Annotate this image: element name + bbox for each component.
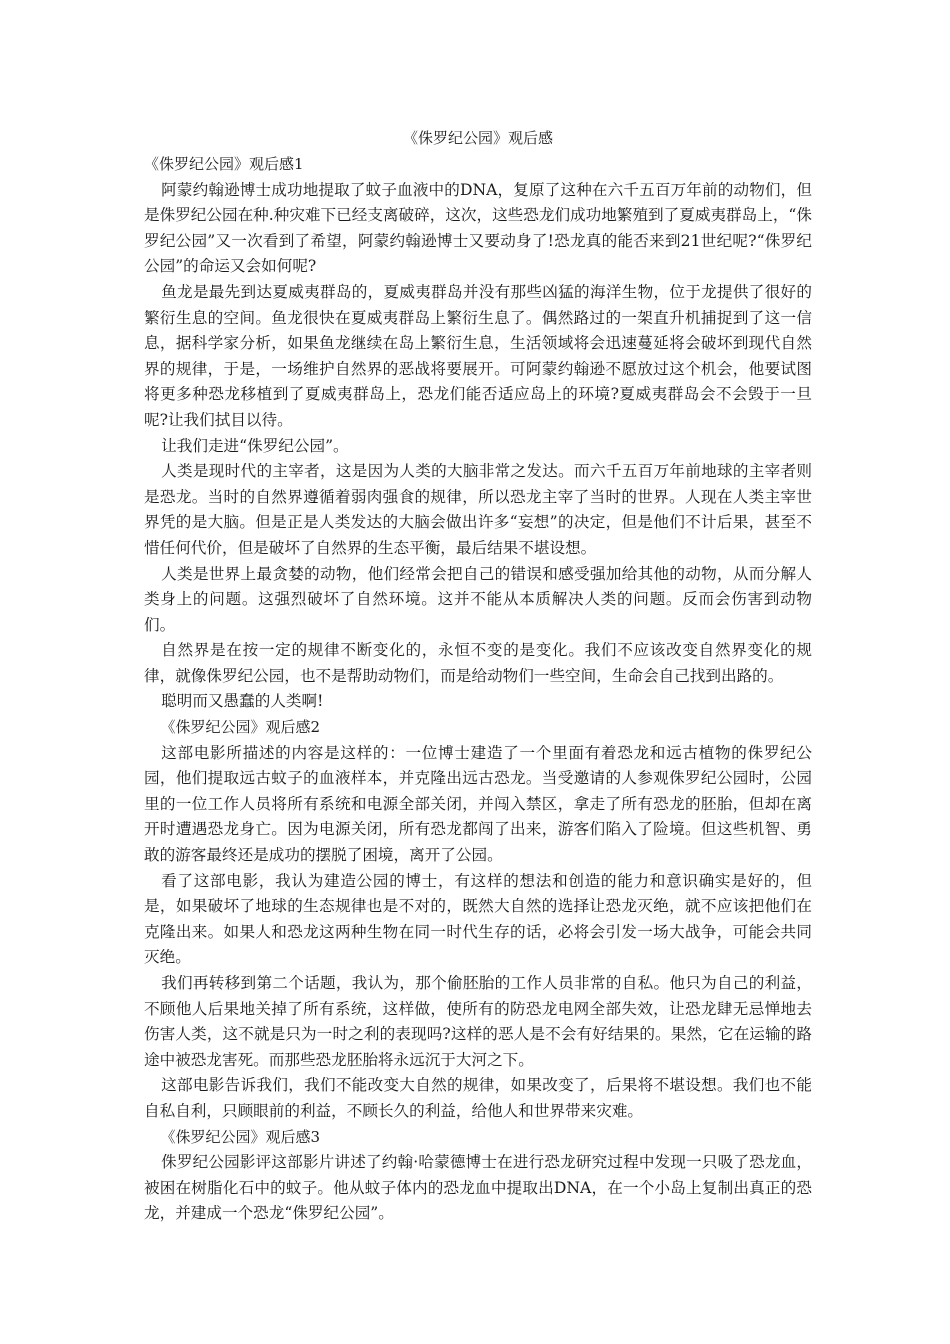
section-heading: 《侏罗纪公园》观后感3 bbox=[160, 1127, 321, 1146]
paragraph: 自然界是在按一定的规律不断变化的，永恒不变的是变化。我们不应该改变自然界变化的规律，就像侏罗纪公园，也不是帮助动物们，而是给动物们一些空间，生命会自己找到出路的。 bbox=[144, 641, 812, 685]
paragraph: 这部电影所描述的内容是这样的：一位博士建造了一个里面有着恐龙和远古植物的侏罗纪公园，他们提取远古蚊子的血液样本，并克隆出远古恐龙。当受邀请的人参观侏罗纪公园时，公园里的一位工作人员将所有系统和电源全部关闭，并闯入禁区，拿走了所有恐龙的胚胎，但却在离开时遭遇恐龙身亡。因为电源关闭，所有恐龙都闯了出来，游客们陷入了险境。但这些机智、勇敢的游客最终还是成功的摆脱了困境，离开了公园。 bbox=[144, 743, 812, 865]
section-3 bbox=[144, 1125, 812, 1227]
section-1 bbox=[144, 152, 812, 715]
paragraph: 看了这部电影，我认为建造公园的博士，有这样的想法和创造的能力和意识确实是好的，但是，如果破坏了地球的生态规律也是不对的，既然大自然的选择让恐龙灭绝，就不应该把他们在克隆出来。如果人和恐龙这两种生物在同一时代生存的话，必将会引发一场大战争，可能会共同灭绝。 bbox=[144, 871, 812, 967]
paragraph: 这部电影告诉我们，我们不能改变大自然的规律，如果改变了，后果将不堪设想。我们也不能自私自利，只顾眼前的利益，不顾长久的利益，给他人和世界带来灾难。 bbox=[144, 1076, 812, 1120]
paragraph: 人类是世界上最贪婪的动物，他们经常会把自己的错误和感受强加给其他的动物，从而分解人类身上的问题。这强烈破坏了自然环境。这并不能从本质解决人类的问题。反而会伤害到动物们。 bbox=[144, 564, 812, 634]
paragraph: 阿蒙约翰逊博士成功地提取了蚊子血液中的DNA，复原了这种在六千五百万年前的动物们，但是侏罗纪公园在种.种灾难下已经支离破碎，这次，这些恐龙们成功地繁殖到了夏威夷群岛上，“侏罗纪公园”又一次看到了希望，阿蒙约翰逊博士又要动身了!恐龙真的能否来到21世纪呢?“侏罗纪公园”的命运又会如何呢? bbox=[144, 180, 812, 276]
paragraph: 聪明而又愚蠢的人类啊! bbox=[161, 692, 324, 711]
section-heading: 《侏罗纪公园》观后感2 bbox=[160, 718, 321, 737]
paragraph: 我们再转移到第二个话题，我认为，那个偷胚胎的工作人员非常的自私。他只为自己的利益，不顾他人后果地关掉了所有系统，这样做，使所有的防恐龙电网全部失效，让恐龙肆无忌惮地去伤害人类，这不就是只为一时之利的表现吗?这样的恶人是不会有好结果的。果然，它在运输的路途中被恐龙害死。而那些恐龙胚胎将永远沉于大河之下。 bbox=[144, 974, 812, 1069]
document-page bbox=[144, 124, 812, 1227]
section-heading: 《侏罗纪公园》观后感1 bbox=[144, 155, 304, 173]
document-title: 《侏罗纪公园》观后感 bbox=[402, 129, 553, 147]
paragraph: 侏罗纪公园影评这部影片讲述了约翰·哈蒙德博士在进行恐龙研究过程中发现一只吸了恐龙血，被困在树脂化石中的蚊子。他从蚊子体内的恐龙血中提取出DNA，在一个小岛上复制出真正的恐龙，并建成一个恐龙“侏罗纪公园”。 bbox=[144, 1153, 812, 1223]
section-2 bbox=[144, 715, 812, 1125]
paragraph: 让我们走进“侏罗纪公园”。 bbox=[161, 436, 349, 455]
paragraph: 人类是现时代的主宰者，这是因为人类的大脑非常之发达。而六千五百万年前地球的主宰者则是恐龙。当时的自然界遵循着弱肉强食的规律，所以恐龙主宰了当时的世界。人现在人类主宰世界凭的是大脑。但是正是人类发达的大脑会做出许多“妄想”的决定，但是他们不计后果，甚至不惜任何代价，但是破坏了自然界的生态平衡，最后结果不堪设想。 bbox=[144, 462, 812, 557]
paragraph: 鱼龙是最先到达夏威夷群岛的，夏威夷群岛并没有那些凶猛的海洋生物，位于龙提供了很好的繁衍生息的空间。鱼龙很快在夏威夷群岛上繁衍生息了。偶然路过的一架直升机捕捉到了这一信息，据科学家分析，如果鱼龙继续在岛上繁衍生息，生活领域将会迅速蔓延将会破坏到现代自然界的规律，于是，一场维护自然界的恶战将要展开。可阿蒙约翰逊不愿放过这个机会，他要试图将更多种恐龙移植到了夏威夷群岛上，恐龙们能否适应岛上的环境?夏威夷群岛会不会毁于一旦呢?让我们拭目以待。 bbox=[144, 282, 812, 429]
